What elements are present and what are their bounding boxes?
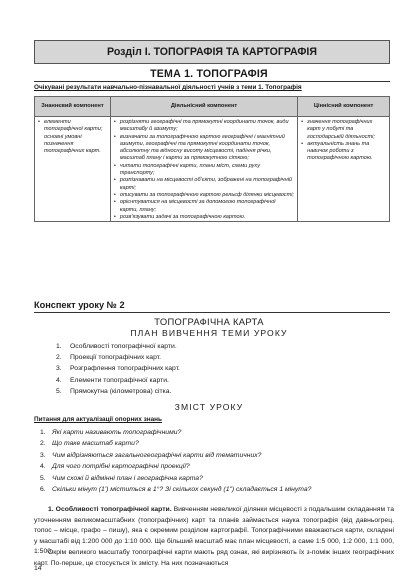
lesson-heading: Конспект уроку № 2 bbox=[34, 300, 125, 310]
question-item: 2. Що таке масштаб карти? bbox=[40, 440, 139, 448]
plan-item: 5. Прямокутна (кілометрова) сітка. bbox=[56, 387, 172, 395]
knowledge-item: • елементи топографічної карти; основні умовні позначення топографічних карт. bbox=[38, 119, 107, 155]
knowledge-cell bbox=[35, 117, 111, 222]
activity-item: • розпізнавати на місцевості об'єкти, зображені на топографічній карті; bbox=[114, 177, 294, 192]
value-item: • значення топографічних карт у побуті та господарській діяльності; bbox=[301, 119, 386, 141]
activity-item: • розв'язувати задачі за топографічною картою. bbox=[114, 214, 294, 221]
activity-item: • розрізняти географічні та прямокутні координати точок, види масштабу й азимуту; bbox=[114, 119, 294, 134]
lesson-divider bbox=[34, 312, 390, 313]
topic-title: ТЕМА 1. ТОПОГРАФІЯ bbox=[150, 68, 268, 80]
value-item: • актуальність знань та навичок роботи з топографічною картою. bbox=[301, 141, 386, 163]
paragraph-continued: Окрім великого масштабу топографічні карти мають ряд ознак, які вирізняють їх з-поміж інших географічних карт. По-перше, це стосується їх змісту. На них позначаються bbox=[34, 549, 394, 567]
questions-list bbox=[40, 427, 400, 495]
section-title: Розділ І. ТОПОГРАФІЯ ТА КАРТОГРАФІЯ bbox=[34, 40, 390, 64]
question-item: 6. Скільки мінут (1') міститься в 1°? Зі скількох секунд (1") складається 1 мінута? bbox=[40, 486, 312, 494]
value-cell bbox=[298, 117, 390, 222]
topic-divider bbox=[34, 81, 390, 82]
activity-item: • описувати за топографічною картою рельєф ділянки місцевості; bbox=[114, 192, 294, 199]
lesson-title: ТОПОГРАФІЧНА КАРТА bbox=[154, 316, 264, 327]
expected-results-heading: Очікувані результати навчально-пізнавальної діяльності учнів з теми 1. Топографія bbox=[34, 84, 302, 91]
competency-table bbox=[34, 96, 390, 222]
content-title: ЗМІСТ УРОКУ bbox=[174, 402, 244, 412]
plan-item: 4. Елементи топографічної карти. bbox=[56, 376, 169, 384]
activity-item: • визначати за топографічною картою географічні і магнітний азимути, географічні та прямокутні координати точок, абсолютну та відносну висоту місцевості, падіння річки, масштаб плану і карти за прямокутною сіткою; bbox=[114, 134, 294, 163]
header-activity: Діяльнісний компонент bbox=[110, 97, 297, 117]
page-number: 14 bbox=[34, 565, 42, 572]
paragraph-body: Вивченням невеликої ділянки місцевості з подальшим складанням та уточненням великомасштабних (топографічних) карт та планів займається наука топографія (від давньогрец. топос – місце, графо – пишу), яка є окремим розділом картографії. Топографічними вважаються карти, складені у масштабі від 1:200 000 до 1:10 000. Ще більший масштаб має план місцевості, а саме 1:5 000, 1:2 000, 1:1 000, 1:500. bbox=[34, 506, 394, 556]
question-item: 1. Які карти називають топографічними? bbox=[40, 429, 182, 436]
header-knowledge: Знаннєвий компонент bbox=[35, 97, 111, 117]
paragraph-lead: 1. Особливості топографічної карти. bbox=[48, 506, 172, 513]
question-item: 5. Чим схожі й відмінні план і географічна карта? bbox=[40, 474, 203, 482]
activity-item: • читати топографічні карти, плани міст, схеми руху транспорту; bbox=[114, 163, 294, 178]
questions-heading: Питання для актуалізації опорних знань bbox=[34, 416, 162, 423]
question-item: 3. Чим відрізняються загальногеографічні карти від тематичних? bbox=[40, 451, 262, 459]
plan-item: 1. Особливості топографічної карти. bbox=[56, 343, 177, 350]
activity-item: • орієнтуватися на місцевості за допомогою топографічної карти, плану; bbox=[114, 199, 294, 214]
header-value: Ціннісний компонент bbox=[298, 97, 390, 117]
plan-item: 2. Проекції топографічних карт. bbox=[56, 354, 161, 362]
plan-title: ПЛАН ВИВЧЕННЯ ТЕМИ УРОКУ bbox=[130, 328, 288, 338]
question-item: 4. Для чого потрібні картографічні проекції? bbox=[40, 463, 190, 471]
activity-cell bbox=[110, 117, 297, 222]
plan-item: 3. Розграфлення топографічних карт. bbox=[56, 365, 180, 373]
plan-list bbox=[56, 341, 396, 397]
